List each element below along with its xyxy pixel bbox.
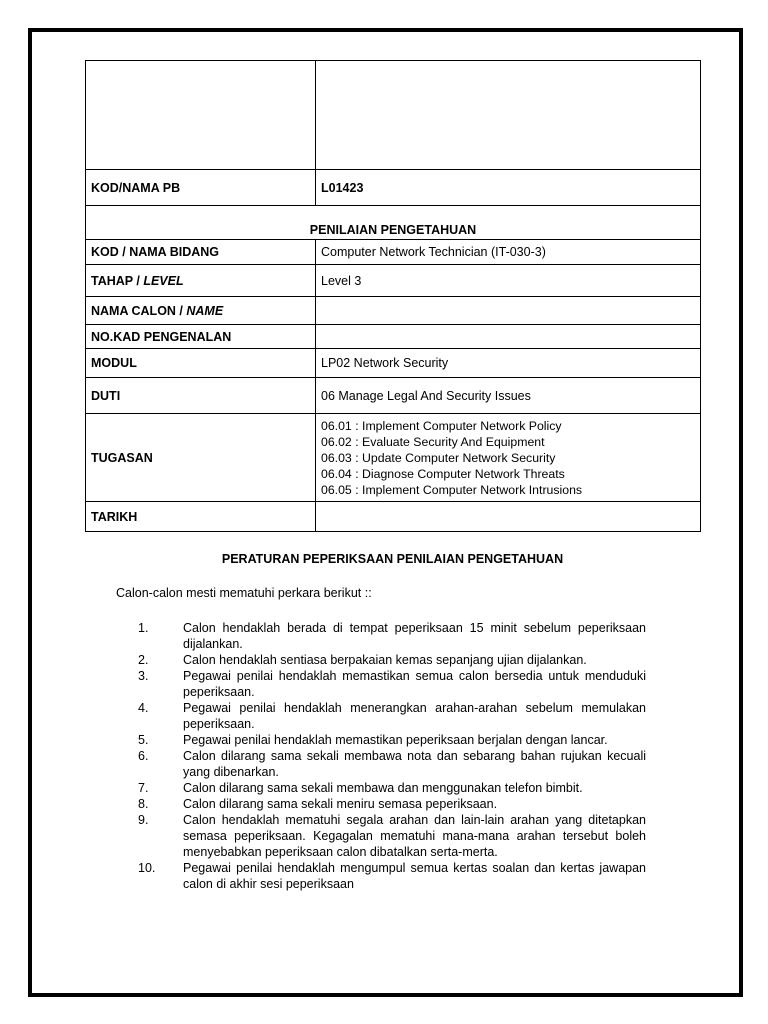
rule-text: Pegawai penilai hendaklah memastikan peperiksaan berjalan dengan lancar. (183, 733, 608, 747)
logo-cell-left (86, 61, 316, 170)
kod-nama-pb-label: KOD/NAMA PB (86, 170, 316, 206)
row-kod-nama-pb (86, 170, 701, 206)
rule-text: Calon hendaklah mematuhi segala arahan dan lain-lain arahan yang ditetapkan semasa peperiksaan. Kegagalan mematuhi mana-mana arahan tersebut boleh menyebabkan peperiksaan calon dibatalkan serta-merta. (183, 813, 646, 859)
logo-row (86, 61, 701, 170)
tugasan-item: 06.03 : Update Computer Network Security (321, 450, 556, 465)
tugasan-list (316, 414, 701, 502)
list-item (116, 812, 646, 860)
tahap-label-main: TAHAP / (91, 273, 144, 288)
row-no-kad (86, 325, 701, 349)
modul-value: LP02 Network Security (316, 349, 701, 378)
rule-text: Calon hendaklah sentiasa berpakaian kemas sepanjang ujian dijalankan. (183, 653, 587, 667)
tugasan-item: 06.05 : Implement Computer Network Intrusions (321, 482, 583, 497)
section-title: PENILAIAN PENGETAHUAN (86, 206, 701, 240)
rule-number: 6. (138, 749, 149, 763)
list-item (116, 668, 646, 700)
rules-title: PERATURAN PEPERIKSAAN PENILAIAN PENGETAHUAN (221, 552, 564, 566)
tahap-value: Level 3 (316, 265, 701, 297)
rule-number: 3. (138, 669, 149, 683)
row-kod-nama-bidang (86, 240, 701, 265)
list-item (116, 860, 646, 892)
rule-text: Pegawai penilai hendaklah mengumpul semua kertas soalan dan kertas jawapan calon di akhir sesi peperiksaan (183, 861, 646, 891)
rule-text: Calon dilarang sama sekali meniru semasa peperiksaan. (183, 797, 498, 811)
nama-calon-label-italic: NAME (186, 303, 224, 318)
row-nama-calon (86, 297, 701, 325)
rules-intro: Calon-calon mesti mematuhi perkara berikut :: (116, 586, 372, 600)
rule-number: 10. (138, 861, 156, 875)
tahap-label (86, 265, 316, 297)
rule-text: Pegawai penilai hendaklah memastikan semua calon bersedia untuk menduduki peperiksaan. (183, 669, 646, 699)
kod-nama-pb-value: L01423 (316, 170, 701, 206)
rule-number: 5. (138, 733, 149, 747)
tugasan-item: 06.01 : Implement Computer Network Policy (321, 418, 562, 433)
rule-number: 9. (138, 813, 149, 827)
rule-number: 2. (138, 653, 149, 667)
rule-text: Calon dilarang sama sekali membawa dan menggunakan telefon bimbit. (183, 781, 583, 795)
nama-calon-label-main: NAMA CALON / (91, 303, 187, 318)
rule-text: Pegawai penilai hendaklah menerangkan arahan-arahan sebelum memulakan peperiksaan. (183, 701, 646, 731)
no-kad-label: NO.KAD PENGENALAN (86, 325, 316, 349)
row-duti (86, 378, 701, 414)
rule-number: 1. (138, 621, 149, 635)
tahap-label-italic: LEVEL (143, 273, 184, 288)
row-section-title (86, 206, 701, 240)
list-item (116, 732, 646, 748)
duti-label: DUTI (86, 378, 316, 414)
modul-label: MODUL (86, 349, 316, 378)
tugasan-label: TUGASAN (86, 414, 316, 502)
row-modul (86, 349, 701, 378)
no-kad-field[interactable] (316, 325, 701, 349)
row-tahap (86, 265, 701, 297)
rule-number: 8. (138, 797, 149, 811)
rule-text: Calon hendaklah berada di tempat peperiksaan 15 minit sebelum peperiksaan dijalankan. (183, 621, 646, 651)
nama-calon-field[interactable] (316, 297, 701, 325)
logo-cell-right (316, 61, 701, 170)
row-tarikh (86, 502, 701, 532)
duti-value: 06 Manage Legal And Security Issues (316, 378, 701, 414)
rule-number: 7. (138, 781, 149, 795)
list-item (116, 700, 646, 732)
list-item (116, 620, 646, 652)
assessment-form-table (85, 60, 701, 532)
tugasan-item: 06.02 : Evaluate Security And Equipment (321, 434, 545, 449)
nama-calon-label (86, 297, 316, 325)
rule-number: 4. (138, 701, 149, 715)
kod-nama-bidang-label: KOD / NAMA BIDANG (86, 240, 316, 265)
list-item (116, 796, 646, 812)
row-tugasan (86, 414, 701, 502)
tarikh-field[interactable] (316, 502, 701, 532)
tarikh-label: TARIKH (86, 502, 316, 532)
list-item (116, 780, 646, 796)
kod-nama-bidang-value: Computer Network Technician (IT-030-3) (316, 240, 701, 265)
tugasan-item: 06.04 : Diagnose Computer Network Threats (321, 466, 565, 481)
rule-text: Calon dilarang sama sekali membawa nota dan sebarang bahan rujukan kecuali yang dibenarkan. (183, 749, 646, 779)
list-item (116, 748, 646, 780)
rules-list (116, 620, 646, 892)
list-item (116, 652, 646, 668)
